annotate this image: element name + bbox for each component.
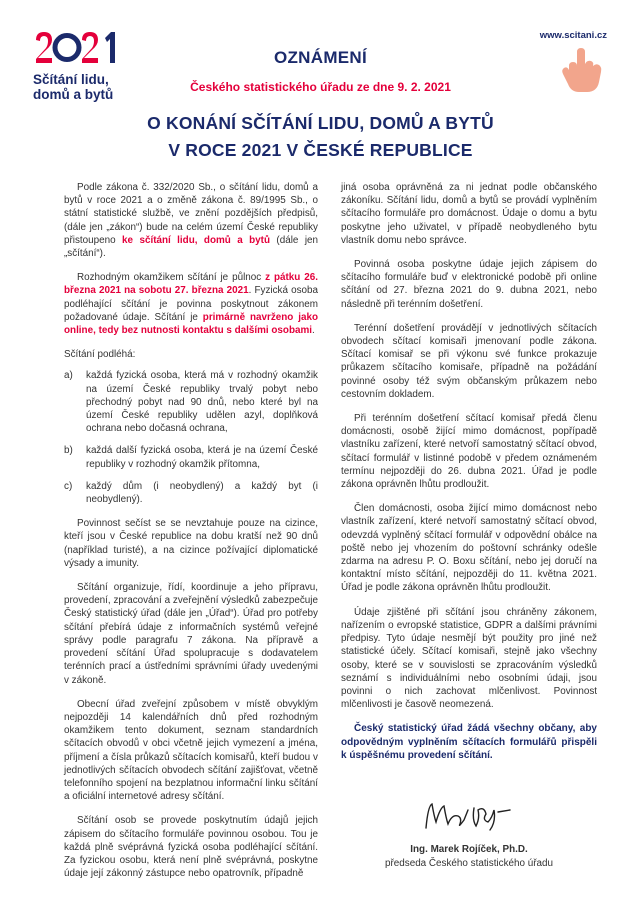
paragraph-exemptions: Povinnost sečíst se se nevztahuje pouze na cizince, kteří jsou v České republice na dobu kratší než 90 dnů (například turisté), a na cizince požívající diplomatické výsady a imunity. (64, 518, 318, 569)
text: Podle zákona č. 332/2020 Sb., o sčítání lidu, domů a bytů v roce 2021 a o změně zákona č. 89/1995 Sb., o státní statistické službě, ve znění pozdějších předpisů, (dále jen „zákon“) bude na celém území České republiky přistoupeno (64, 182, 318, 246)
highlight-date: z pátku 26. března 2021 na sobotu 27. března 2021 (64, 272, 318, 297)
page-title (0, 110, 641, 164)
subject-list (64, 369, 318, 506)
paragraph-paper-form: Při terénním došetření sčítací komisař předá členu domácnosti, osobě žijící mimo domácnost, popřípadě vlastníku zařízení, které netvoří samostatný sčítací obvod, sčítací formulář v listinné podobě v předem oznámeném termínu nejpozději do 26. dubna 2021. Úřad je podle zákona oprávněn lhůtu prodloužit. (341, 413, 597, 491)
text: (dále jen „sčítání“). (64, 234, 319, 260)
list-item (64, 444, 318, 470)
paragraph-return: Člen domácnosti, osoba žijící mimo domácnost nebo vlastník zařízení, které netvoří samostatný sčítací obvod, odevzdá vyplněný sčítací formulář v odpovědní obálce na poště nebo jej vhozením do poštovní schránky odešle zdarma na adresu P. O. Boxu sčítání, nebo jej doručí na kontaktní místo sčítání, nejpozději do 11. května 2021. Úřad je podle zákona oprávněn lhůtu prodloužit. (341, 503, 597, 594)
paragraph-field-survey: Terénní došetření provádějí v jednotlivých sčítacích obvodech sčítací komisaři jmenovaní podle zákona. Sčítací komisař se při výkonu své funkce prokazuje průkazem sčítacího komisaře, případně na požádání povinné osoby též svým občanským průkazem nebo cestovním dokladem. (341, 322, 597, 400)
paragraph-municipality: Obecní úřad zveřejní způsobem v místě obvyklým nejpozději 14 kalendářních dnů před rozhodným okamžikem tento dokument, seznam standardních sčítacích obvodů v obci včetně jejich vymezení a jména, příjmení a čísla průkazů sčítacích komisařů, kteří budou v jednotlivých sčítacích obvodech sčítání zajišťovat, včetně telefonního spojení na bezplatnou informační linku sčítání a oficiální internetové adresy sčítání. (64, 698, 318, 803)
left-column (64, 181, 318, 891)
logo-line-2: domů a bytů (33, 87, 114, 102)
list-item-text: každá další fyzická osoba, která je na území České republiky v rozhodný okamžik přítomna, (86, 445, 318, 470)
list-item-text: každá fyzická osoba, která má v rozhodný okamžik na území České republiky trvalý pobyt nebo přechodný pobyt nad 90 dnů, nebo které byl na území České republiky udělen azyl, doplňková ochrana nebo dočasná ochrana, (86, 370, 318, 435)
paragraph-online: Povinná osoba poskytne údaje jejich zápisem do sčítacího formuláře buď v elektronické podobě při online sčítání od 27. března 2021 do 9. dubna 2021, nebo následně při terénním došetření. (341, 259, 597, 310)
list-item (64, 480, 318, 506)
paragraph-decisive-moment (64, 271, 318, 337)
title-line-2: V ROCE 2021 V ČESKÉ REPUBLICE (168, 140, 473, 160)
paragraph-law (64, 181, 318, 260)
signer-block (341, 843, 597, 871)
highlight-census: ke sčítání lidu, domů a bytů (122, 234, 270, 246)
list-item-label: c) (64, 480, 73, 492)
paragraph-data-protection: Údaje zjištěné při sčítání jsou chráněny zákonem, nařízením o evropské statistice, GDPR a dalšími právními předpisy. Tyto údaje nesmějí být použity pro jiné než statistické účely. Sčítací komisaři, stejně jako všechny osoby, které se v souvislosti se zpracováním výsledků seznámí s individuálními nebo osobními údaji, jsou povinni o nich zachovat mlčenlivost. Povinnost mlčenlivosti je časově neomezená. (341, 606, 597, 711)
highlight-online: primárně navrženo jako online, tedy bez nutnosti kontaktu s dalšími osobami (64, 311, 318, 337)
logo-line-1: Sčítání lidu, (33, 72, 109, 87)
list-item (64, 369, 318, 435)
signer-name: Ing. Marek Rojíček, Ph.D. (410, 844, 528, 855)
right-column (341, 181, 597, 774)
paragraph-subject-intro: Sčítání podléhá: (64, 349, 136, 361)
text: . (312, 325, 315, 337)
list-item-label: a) (64, 370, 73, 382)
signer-role: předseda Českého statistického úřadu (385, 858, 553, 869)
paragraph-persons: Sčítání osob se provede poskytnutím údajů jejich zápisem do sčítacího formuláře povinnou osobou. Tou je každá plně svéprávná fyzická osoba podléhající sčítání. Za fyzickou osobu, která není plně svéprávná, poskytne údaje její zákonný zástupce nebo opatrovník, případně (64, 815, 318, 880)
website-url[interactable]: www.scitani.cz (539, 30, 607, 41)
title-line-1: O KONÁNÍ SČÍTÁNÍ LIDU, DOMŮ A BYTŮ (147, 113, 494, 133)
paragraph-organisation: Sčítání organizuje, řídí, koordinuje a jeho přípravu, provedení, zpracování a zveřejnění výsledků zabezpečuje Český statistický úřad (dále jen „Úřad“). Úřad pro potřeby sčítání přebírá údaje z informačních systémů veřejné správy podle paragrafu 7 zákona. Na přípravě a provedení sčítání Úřad spolupracuje s dodavatelem terénních prací a ústředními správními úřady uvedenými v zákoně. (64, 582, 318, 686)
header (0, 48, 641, 164)
list-item-label: b) (64, 445, 73, 457)
announcement-label: OZNÁMENÍ (273, 48, 368, 67)
closing-appeal: Český statistický úřad žádá všechny občany, aby odpovědným vyplněním sčítacích formulářů přispěli k úspěšnému provedení sčítání. (341, 723, 597, 762)
signature-image (418, 796, 528, 836)
text: . Fyzická osoba podléhající sčítání je povinna poskytnout zákonem požadované údaje. Sčítání je (64, 285, 319, 323)
paragraph-continued: jiná osoba oprávněná za ni jednat podle občanského zákoníku. Sčítání lidu, domů a bytů se provádí vyplněním sčítacího formuláře pro domácnost. Údaje o domu a bytu poskytne jeho uživatel, v případě neobydleného bytu vlastník domu nebo správce. (341, 182, 597, 246)
text: Rozhodným okamžikem sčítání je půlnoc (77, 272, 266, 284)
announcement-subtitle: Českého statistického úřadu ze dne 9. 2. 2021 (190, 80, 451, 94)
list-item-text: každý dům (i neobydlený) a každý byt (i neobydlený). (86, 480, 318, 506)
